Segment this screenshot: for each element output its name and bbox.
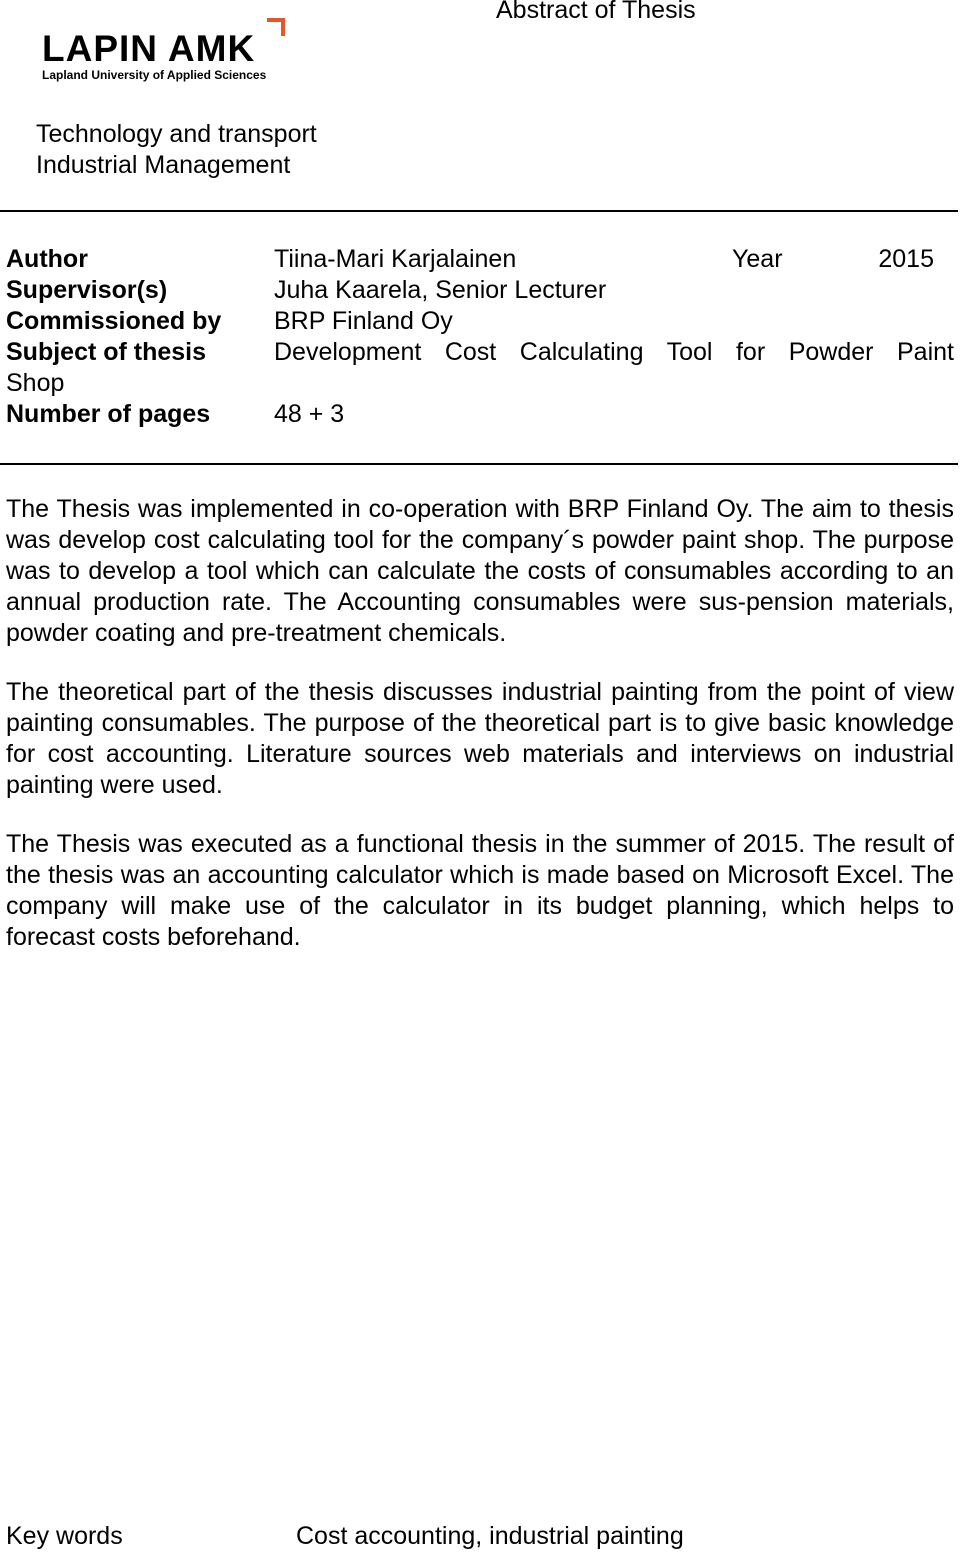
thesis-metadata bbox=[6, 244, 954, 430]
pages-label: Number of pages bbox=[6, 400, 211, 428]
abstract-body bbox=[6, 494, 954, 981]
subject-row bbox=[6, 337, 954, 368]
commissioned-label: Commissioned by bbox=[6, 307, 222, 335]
logo-name: LAPIN AMK bbox=[42, 28, 256, 69]
subject-label: Subject of thesis bbox=[6, 338, 207, 366]
subject-value-continued: Shop bbox=[6, 369, 65, 397]
year-value: 2015 bbox=[878, 245, 934, 273]
subject-value: Development Cost Calculating Tool for Powder Paint bbox=[274, 338, 954, 366]
logo bbox=[42, 16, 292, 86]
logo-corner-mark bbox=[265, 16, 287, 38]
supervisor-value: Juha Kaarela, Senior Lecturer bbox=[274, 276, 607, 304]
author-row bbox=[6, 244, 954, 275]
pages-value: 48 + 3 bbox=[274, 400, 345, 428]
year-label: Year bbox=[732, 245, 783, 273]
abstract-paragraph-3: The Thesis was executed as a functional thesis in the summer of 2015. The result of the thesis was an accounting calculator which is made based on Microsoft Excel. The company will make use of the calculator in its budget planning, which helps to forecast costs beforehand. bbox=[6, 830, 954, 951]
keywords-label: Key words bbox=[6, 1522, 123, 1550]
logo-subtitle: Lapland University of Applied Sciences bbox=[42, 68, 267, 82]
abstract-paragraph-1: The Thesis was implemented in co-operation with BRP Finland Oy. The aim to thesis was develop cost calculating tool for the company´s powder paint shop. The purpose was to develop a tool which can calculate the costs of consumables according to an annual production rate. The Accounting consumables were sus-pension materials, powder coating and pre-treatment chemicals. bbox=[6, 495, 954, 647]
author-value: Tiina-Mari Karjalainen bbox=[274, 245, 517, 273]
supervisor-label: Supervisor(s) bbox=[6, 276, 168, 304]
subject-row-continued bbox=[6, 368, 954, 399]
pages-row bbox=[6, 399, 954, 430]
commissioned-row bbox=[6, 306, 954, 337]
divider-top bbox=[0, 210, 958, 212]
degree-programme: Industrial Management bbox=[36, 151, 291, 179]
supervisor-row bbox=[6, 275, 954, 306]
commissioned-value: BRP Finland Oy bbox=[274, 307, 453, 335]
abstract-paragraph-2: The theoretical part of the thesis discusses industrial painting from the point of view painting consumables. The purpose of the theoretical part is to give basic knowledge for cost accounting. Literature sources web materials and interviews on industrial painting were used. bbox=[6, 678, 954, 799]
divider-bottom bbox=[0, 463, 958, 465]
keywords-value: Cost accounting, industrial painting bbox=[296, 1522, 684, 1550]
field-of-study: Technology and transport bbox=[36, 120, 317, 148]
author-label: Author bbox=[6, 245, 88, 273]
document-type: Abstract of Thesis bbox=[496, 0, 696, 24]
